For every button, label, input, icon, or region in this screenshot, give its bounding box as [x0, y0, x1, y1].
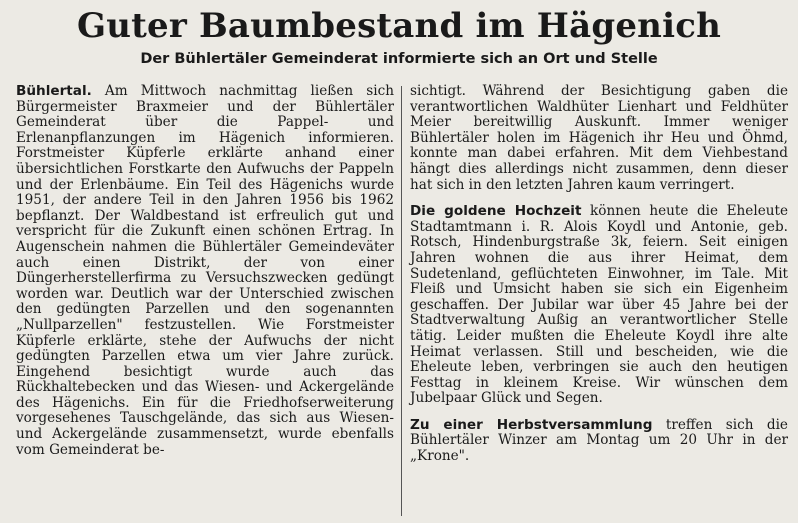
left-column — [16, 84, 394, 458]
dateline: Bühlertal. — [16, 83, 92, 99]
headline: Guter Baumbestand im Hägenich — [76, 6, 722, 46]
subheadline: Der Bühlertäler Gemeinderat informierte sich an Ort und Stelle — [140, 51, 658, 67]
left-column-text: Am Mittwoch nachmittag ließen sich Bürgermeister Braxmeier und der Bühlertäler Gemeinderat über die Pappel- und Erlenanpflanzungen im Hägenich informieren. Forstmeister Küpferle erklärte anhand einer übersichtlichen Forstkarte den Aufwuchs der Pappeln und der Erlenbäume. Ein Teil des Hägenichs wurde 1951, der andere Teil in den Jahren 1956 bis 1962 bepflanzt. Der Waldbestand ist erfreulich gut und verspricht für die Zukunft einen schönen Ertrag. In Augenschein nahmen die Bühlertäler Gemeindeväter auch einen Distrikt, der von einer Düngerherstellerfirma zu Versuchszwecken gedüngt worden war. Deutlich war der Unterschied zwischen den gedüngten Parzellen und den sogenannten „Nullparzellen" festzustellen. Wie Forstmeister Küpferle erklärte, stehe der Aufwuchs der nicht gedüngten Parzellen etwa um vier Jahre zurück. Eingehend besichtigt wurde auch das Rückhaltebecken und das Wiesen- und Ackergelände des Hägenichs. Ein für die Friedhofserweiterung vorgesehenes Tauschgelände, das sich aus Wiesen- und Ackergelände zusammensetzt, wurde ebenfalls vom Gemeinderat be- — [16, 83, 394, 458]
golden-wedding-text: können heute die Eheleute Stadtamtmann i. R. Alois Koydl und Antonie, geb. Rotsch, Hindenburgstraße 3k, feiern. Seit einigen Jahren wohnen die aus ihrer Heimat, dem Sudetenland, geflüchteten Einwohner, im Tale. Mit Fleiß und Umsicht haben sie sich ein Eigenheim geschaffen. Der Jubilar war über 45 Jahre bei der Stadtverwaltung Außig an verantwortlicher Stelle tätig. Leider mußten die Eheleute Koydl ihre alte Heimat verlassen. Still und bescheiden, wie die Eheleute leben, verbringen sie auch den heutigen Festtag in kleinem Kreise. Wir wünschen dem Jubelpaar Glück und Segen. — [410, 203, 789, 407]
left-column-paragraph — [16, 84, 394, 458]
autumn-meeting-paragraph — [410, 418, 788, 465]
article-columns — [8, 84, 790, 523]
column-divider — [401, 86, 402, 516]
autumn-meeting-text: treffen sich die Bühlertäler Winzer am Montag um 20 Uhr in der „Krone". — [410, 416, 788, 465]
continuation-paragraph: sichtigt. Während der Besichtigung gaben die verantwortlichen Waldhüter Lienhart und Feldhüter Meier bereitwillig Auskunft. Immer weniger Bühlertäler holen im Hägenich ihr Heu und Öhmd, konnte man dabei erfahren. Mit dem Viehbestand hängt dies allerdings nicht zusammen, denn dieser hat sich in den letzten Jahren kaum verringert. — [410, 83, 788, 193]
autumn-meeting-lead: Zu einer Herbstversammlung — [410, 416, 653, 433]
golden-wedding-lead: Die goldene Hochzeit — [410, 203, 582, 220]
right-column — [410, 84, 788, 465]
golden-wedding-paragraph — [410, 204, 788, 407]
